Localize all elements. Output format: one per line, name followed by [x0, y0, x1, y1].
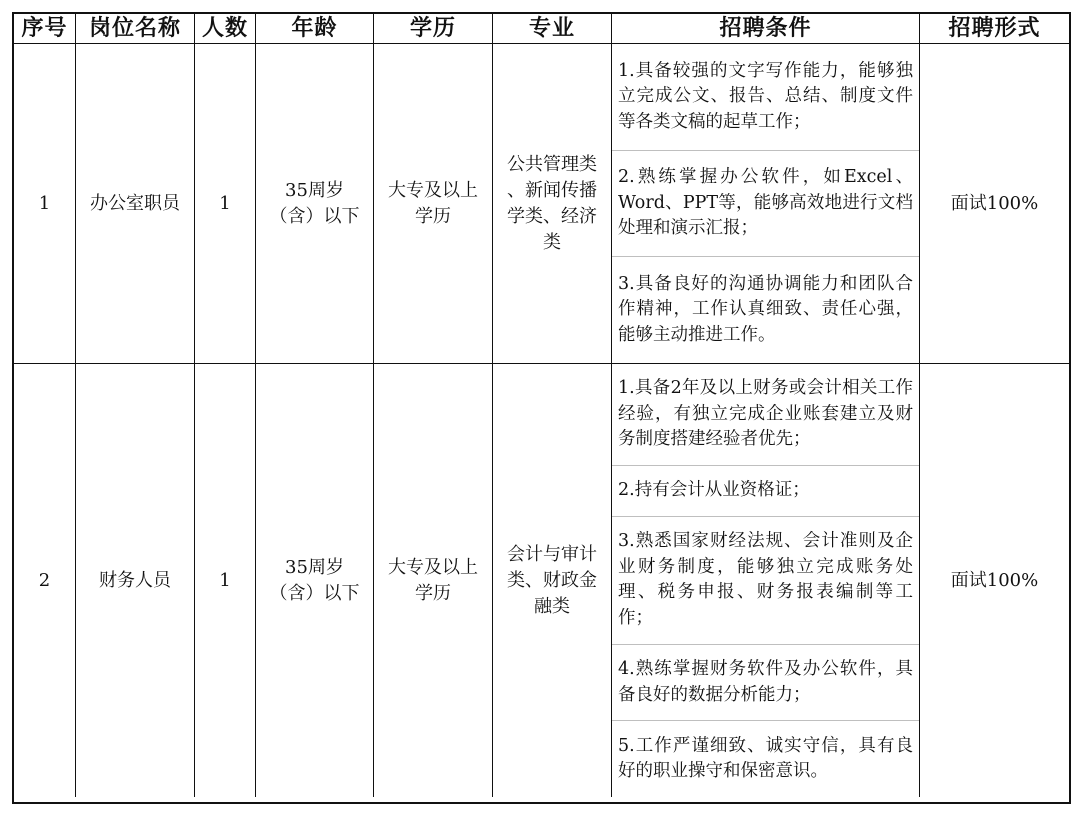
header-conditions: 招聘条件 — [612, 14, 920, 44]
header-age: 年龄 — [256, 14, 374, 44]
row2-age-line1: 35周岁 — [285, 556, 344, 578]
header-method: 招聘形式 — [920, 14, 1069, 44]
header-position: 岗位名称 — [76, 14, 195, 44]
row2-age-line2: （含）以下 — [269, 582, 360, 604]
header-seq: 序号 — [14, 14, 76, 44]
row1-major-line: 学类、经济 — [507, 205, 597, 227]
row2-count: 1 — [195, 364, 256, 797]
row1-edu-line2: 学历 — [415, 205, 451, 227]
row2-method: 面试100% — [950, 569, 1039, 591]
row1-edu-line1: 大专及以上 — [388, 179, 478, 201]
recruitment-table — [12, 12, 1071, 804]
row2-major-line: 融类 — [534, 595, 570, 617]
row1-count: 1 — [195, 44, 256, 364]
row1-education — [374, 44, 493, 364]
row1-age-line2: （含）以下 — [269, 205, 360, 227]
row2-condition-item: 4.熟练掌握财务软件及办公软件，具备良好的数据分析能力； — [612, 645, 919, 722]
row2-condition-item: 3.熟悉国家财经法规、会计准则及企业财务制度，能够独立完成账务处理、税务申报、财务报表编制等工作； — [612, 517, 919, 645]
row2-major-line: 会计与审计 — [507, 543, 597, 565]
row2-conditions — [612, 364, 920, 797]
row2-major — [493, 364, 612, 797]
row1-major-line: 公共管理类 — [507, 153, 597, 175]
row2-seq: 2 — [14, 364, 76, 797]
row1-major — [493, 44, 612, 364]
row1-condition-item: 2.熟练掌握办公软件，如Excel、Word、PPT等，能够高效地进行文档处理和演示汇报； — [612, 151, 919, 258]
row2-position: 财务人员 — [76, 364, 195, 797]
row1-method: 面试100% — [920, 44, 1069, 364]
header-count: 人数 — [195, 14, 256, 44]
row1-condition-item: 3.具备良好的沟通协调能力和团队合作精神，工作认真细致、责任心强，能够主动推进工作。 — [618, 273, 913, 345]
row1-condition-item: 1.具备较强的文字写作能力，能够独立完成公文、报告、总结、制度文件等各类文稿的起草工作； — [612, 44, 919, 151]
row1-age-line1: 35周岁 — [285, 179, 344, 201]
row1-seq: 1 — [14, 44, 76, 364]
row2-major-line: 类、财政金 — [507, 569, 597, 591]
row1-conditions — [612, 44, 920, 364]
header-education: 学历 — [374, 14, 493, 44]
row1-position: 办公室职员 — [76, 44, 195, 364]
row2-condition-item: 2.持有会计从业资格证； — [612, 466, 919, 517]
row2-condition-item: 1.具备2年及以上财务或会计相关工作经验，有独立完成企业账套建立及财务制度搭建经验者优先； — [612, 364, 919, 466]
row2-age — [256, 364, 374, 797]
row1-age — [256, 44, 374, 364]
row1-major-line: 、新闻传播 — [507, 179, 597, 201]
row2-condition-item: 5.工作严谨细致、诚实守信，具有良好的职业操守和保密意识。 — [618, 735, 913, 782]
row2-education — [374, 364, 493, 797]
header-major: 专业 — [493, 14, 612, 44]
row1-major-line: 类 — [543, 231, 561, 253]
row2-edu-line1: 大专及以上 — [388, 556, 478, 578]
row2-edu-line2: 学历 — [415, 582, 451, 604]
